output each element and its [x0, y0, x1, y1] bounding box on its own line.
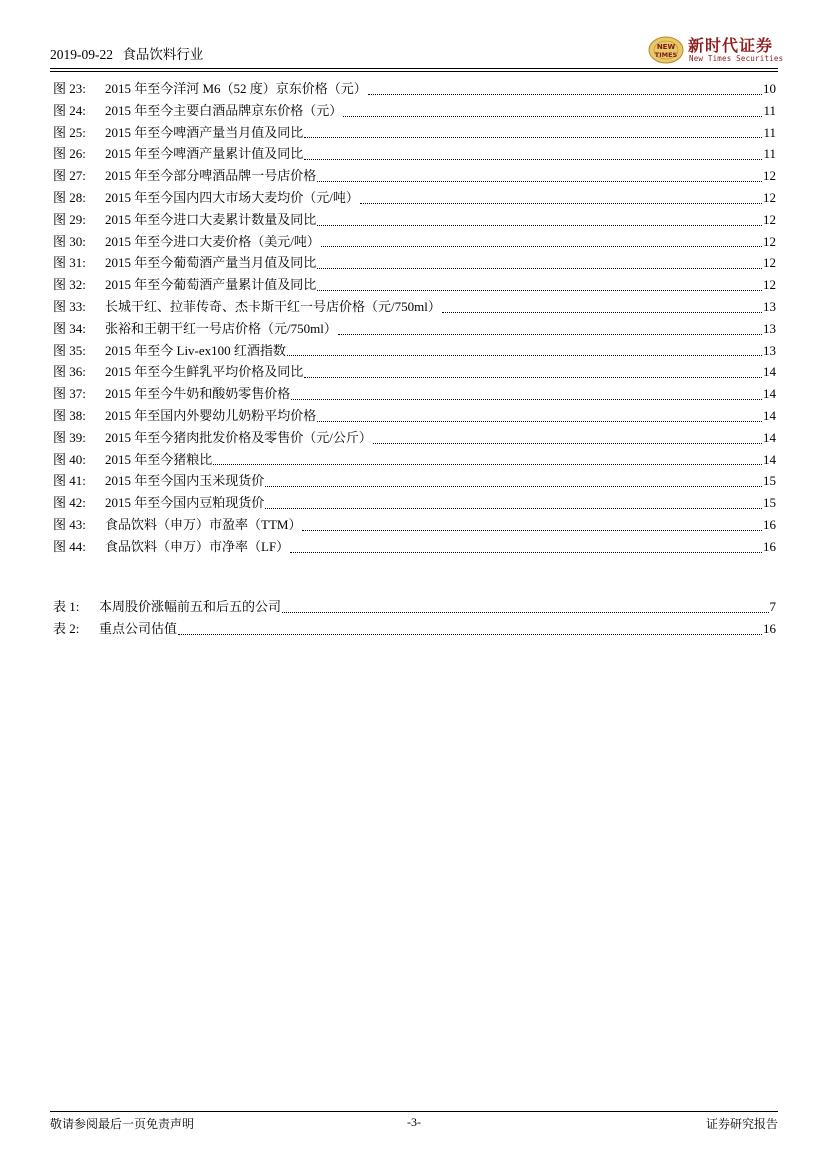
figure-index-entry[interactable]	[53, 209, 776, 231]
entry-label: 图 25:	[53, 124, 86, 140]
entry-label: 图 29:	[53, 211, 86, 227]
report-type: 证券研究报告	[705, 1117, 778, 1131]
entry-label: 图 32:	[53, 277, 86, 293]
entry-label: 图 31:	[53, 255, 86, 271]
figure-index-list	[53, 78, 776, 558]
svg-text:TIMES: TIMES	[654, 51, 678, 59]
figure-index-entry[interactable]	[53, 470, 776, 492]
figure-index-entry[interactable]	[53, 405, 776, 427]
figure-index-entry[interactable]	[53, 492, 776, 514]
entry-page-number: 14	[763, 407, 776, 423]
entry-page-number: 12	[763, 277, 776, 293]
entry-title: 重点公司估值	[99, 620, 178, 636]
entry-page-number: 15	[763, 495, 776, 511]
entry-leader-dots	[302, 530, 762, 531]
entry-title: 2015 年至今洋河 M6（52 度）京东价格（元）	[105, 81, 367, 96]
entry-leader-dots	[317, 181, 762, 182]
entry-page-number: 10	[763, 81, 776, 96]
page-footer	[50, 1115, 778, 1133]
entry-leader-dots	[304, 159, 762, 160]
header-divider	[50, 68, 778, 69]
logo-mark-icon	[648, 35, 684, 65]
entry-leader-dots	[287, 355, 762, 356]
entry-label: 图 35:	[53, 342, 86, 358]
footer-divider	[50, 1111, 778, 1112]
entry-label: 图 44:	[53, 538, 86, 554]
figure-index-entry[interactable]	[53, 231, 776, 253]
entry-leader-dots	[317, 421, 762, 422]
header-left	[50, 43, 203, 63]
entry-leader-dots	[360, 203, 762, 204]
entry-leader-dots	[338, 334, 762, 335]
table-index-entry[interactable]	[53, 618, 776, 640]
report-date: 2019-09-22	[50, 47, 113, 62]
figure-index-entry[interactable]	[53, 383, 776, 405]
entry-title: 2015 年至今国内玉米现货价	[105, 473, 265, 489]
entry-leader-dots	[317, 290, 762, 291]
entry-label: 图 37:	[53, 386, 86, 402]
entry-title: 2015 年至今进口大麦累计数量及同比	[105, 211, 317, 227]
entry-leader-dots	[368, 94, 762, 95]
figure-index-entry[interactable]	[53, 122, 776, 144]
entry-page-number: 12	[763, 189, 776, 205]
figure-index-entry[interactable]	[53, 449, 776, 471]
entry-title: 2015 年至今主要白酒品牌京东价格（元）	[105, 102, 343, 118]
entry-page-number: 13	[763, 320, 776, 336]
entry-label: 图 23:	[53, 81, 86, 96]
logo-english-name: New Times Securities	[689, 54, 784, 63]
entry-page-number: 7	[769, 599, 776, 614]
entry-leader-dots	[290, 552, 762, 553]
entry-page-number: 11	[763, 102, 776, 118]
entry-leader-dots	[265, 486, 762, 487]
entry-title: 2015 年至今猪粮比	[105, 451, 213, 467]
entry-page-number: 15	[763, 473, 776, 489]
figure-index-entry[interactable]	[53, 187, 776, 209]
entry-page-number: 11	[763, 146, 776, 162]
entry-page-number: 16	[763, 620, 776, 636]
entry-title: 2015 年至今牛奶和酸奶零售价格	[105, 386, 291, 402]
entry-leader-dots	[265, 508, 762, 509]
entry-label: 图 30:	[53, 233, 86, 249]
entry-title: 2015 年至国内外婴幼儿奶粉平均价格	[105, 407, 317, 423]
page-number: -3-	[407, 1115, 421, 1129]
entry-label: 图 34:	[53, 320, 86, 336]
entry-title: 2015 年至今猪肉批发价格及零售价（元/公斤）	[105, 429, 372, 445]
entry-leader-dots	[321, 246, 762, 247]
figure-index-entry[interactable]	[53, 78, 776, 100]
figure-index-entry[interactable]	[53, 143, 776, 165]
figure-index-entry[interactable]	[53, 340, 776, 362]
entry-title: 2015 年至今进口大麦价格（美元/吨）	[105, 233, 320, 249]
entry-label: 图 33:	[53, 298, 86, 314]
entry-leader-dots	[282, 612, 768, 613]
entry-title: 2015 年至今啤酒产量当月值及同比	[105, 124, 304, 140]
entry-title: 食品饮料（申万）市盈率（TTM）	[105, 516, 302, 532]
entry-page-number: 13	[763, 298, 776, 314]
entry-title: 2015 年至今葡萄酒产量当月值及同比	[105, 255, 317, 271]
disclaimer-note: 敬请参阅最后一页免责声明	[50, 1117, 195, 1131]
table-index-entry[interactable]	[53, 596, 776, 618]
entry-label: 图 36:	[53, 364, 86, 380]
entry-leader-dots	[317, 225, 762, 226]
entry-label: 图 26:	[53, 146, 86, 162]
entry-page-number: 16	[763, 516, 776, 532]
figure-index-entry[interactable]	[53, 165, 776, 187]
entry-title: 2015 年至今部分啤酒品牌一号店价格	[105, 168, 317, 184]
logo-chinese-name: 新时代证券	[688, 36, 774, 55]
page-header	[50, 33, 784, 67]
entry-label: 表 1:	[53, 599, 80, 614]
entry-page-number: 14	[763, 364, 776, 380]
figure-index-entry[interactable]	[53, 427, 776, 449]
figure-index-entry[interactable]	[53, 361, 776, 383]
entry-title: 食品饮料（申万）市净率（LF）	[105, 538, 290, 554]
entry-label: 表 2:	[53, 620, 80, 636]
entry-title: 2015 年至今葡萄酒产量累计值及同比	[105, 277, 317, 293]
entry-title: 2015 年至今生鲜乳平均价格及同比	[105, 364, 304, 380]
entry-page-number: 11	[763, 124, 776, 140]
entry-page-number: 14	[763, 451, 776, 467]
entry-title: 2015 年至今 Liv-ex100 红酒指数	[105, 342, 286, 358]
entry-title: 长城干红、拉菲传奇、杰卡斯干红一号店价格（元/750ml）	[105, 298, 441, 314]
entry-label: 图 28:	[53, 189, 86, 205]
entry-leader-dots	[373, 443, 762, 444]
entry-label: 图 43:	[53, 516, 86, 532]
entry-label: 图 42:	[53, 495, 86, 511]
figure-index-entry[interactable]	[53, 536, 776, 558]
entry-page-number: 16	[763, 538, 776, 554]
entry-leader-dots	[304, 377, 762, 378]
entry-label: 图 27:	[53, 168, 86, 184]
entry-page-number: 12	[763, 168, 776, 184]
table-index-list	[53, 596, 776, 640]
figure-index-entry[interactable]	[53, 318, 776, 340]
entry-label: 图 24:	[53, 102, 86, 118]
entry-title: 2015 年至今国内四大市场大麦均价（元/吨）	[105, 189, 359, 205]
entry-label: 图 41:	[53, 473, 86, 489]
svg-text:NEW: NEW	[656, 43, 676, 51]
figure-index-entry[interactable]	[53, 274, 776, 296]
entry-label: 图 38:	[53, 407, 86, 423]
figure-index-entry[interactable]	[53, 514, 776, 536]
entry-leader-dots	[291, 399, 762, 400]
entry-title: 2015 年至今啤酒产量累计值及同比	[105, 146, 304, 162]
figure-index-entry[interactable]	[53, 296, 776, 318]
figure-index-entry[interactable]	[53, 252, 776, 274]
industry-name: 食品饮料行业	[122, 47, 204, 62]
entry-leader-dots	[343, 116, 762, 117]
entry-label: 图 40:	[53, 451, 86, 467]
entry-page-number: 14	[763, 429, 776, 445]
entry-leader-dots	[178, 634, 762, 635]
entry-page-number: 12	[763, 211, 776, 227]
entry-page-number: 14	[763, 386, 776, 402]
figure-index-entry[interactable]	[53, 100, 776, 122]
company-logo	[648, 33, 784, 67]
entry-leader-dots	[317, 268, 762, 269]
entry-label: 图 39:	[53, 429, 86, 445]
entry-leader-dots	[442, 312, 762, 313]
entry-leader-dots	[304, 137, 762, 138]
header-divider-thin	[50, 71, 778, 72]
entry-page-number: 12	[763, 233, 776, 249]
entry-page-number: 12	[763, 255, 776, 271]
entry-leader-dots	[213, 464, 762, 465]
entry-title: 本周股价涨幅前五和后五的公司	[99, 599, 282, 614]
entry-title: 2015 年至今国内豆粕现货价	[105, 495, 265, 511]
entry-title: 张裕和王朝干红一号店价格（元/750ml）	[105, 320, 337, 336]
entry-page-number: 13	[763, 342, 776, 358]
